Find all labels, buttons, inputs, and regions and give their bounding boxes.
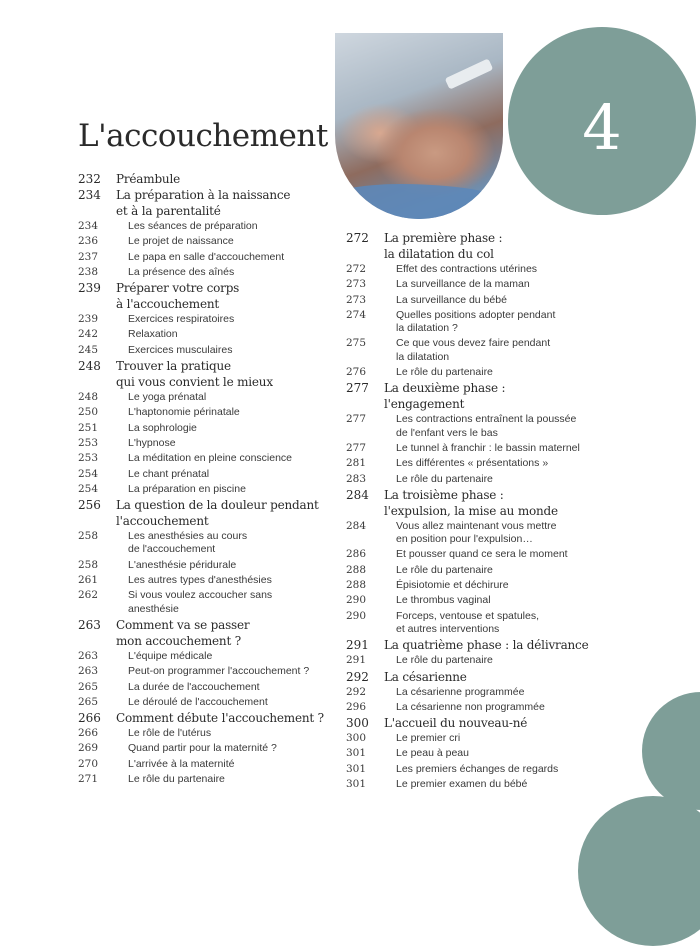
entry-title: Le rôle de l'utérus [128,727,212,740]
entry-page-number: 290 [346,594,367,607]
entry-page-number: 261 [78,574,99,587]
entry-title: Le déroulé de l'accouchement [128,695,268,708]
toc-entry[interactable] [346,441,596,456]
entry-page-number: 266 [78,727,99,740]
entry-title: Le projet de naissance [128,235,234,248]
toc-entry[interactable] [346,456,596,471]
toc-entry[interactable] [346,412,596,441]
toc-entry[interactable] [78,664,338,679]
toc-entry[interactable] [346,746,596,761]
entry-title: L'haptonomie périnatale [128,406,240,419]
toc-entry[interactable] [346,563,596,578]
chapter-number: 4 [582,90,622,164]
toc-entry[interactable] [346,700,596,715]
entry-page-number: 277 [346,413,367,426]
toc-entry[interactable] [78,757,338,772]
toc-section [346,230,596,380]
section-title: La préparation à la naissance et à la parentalité [116,188,291,218]
entry-page-number: 263 [78,665,99,678]
entry-title: Le rôle du partenaire [396,563,493,576]
entry-title: Le rôle du partenaire [396,366,493,379]
hospital-bracelet [445,58,494,89]
toc-section [346,669,596,716]
toc-entry[interactable] [346,731,596,746]
entry-page-number: 284 [346,519,367,532]
entry-page-number: 272 [346,263,367,275]
entry-title: Les autres types d'anesthésies [128,574,272,587]
section-title: La question de la douleur pendant l'accouchement [116,498,319,529]
toc-entry[interactable] [78,726,338,741]
entry-title: La surveillance du bébé [396,293,507,306]
entry-title: Le chant prénatal [128,467,210,480]
entry-title: Le peau à peau [396,747,469,760]
toc-entry[interactable] [78,772,338,787]
toc-entry[interactable] [346,519,596,548]
entry-title: L'équipe médicale [128,649,213,662]
entry-title: Vous allez maintenant vous mettre en position pour l'expulsion… [396,519,557,546]
toc-section-row[interactable] [78,171,338,187]
entry-title: Épisiotomie et déchirure [396,579,509,592]
entry-page-number: 262 [78,589,99,602]
entry-title: La sophrologie [128,421,197,434]
entry-title: La présence des aînés [128,265,235,278]
entry-page-number: 277 [346,441,367,454]
entry-page-number: 234 [78,220,99,232]
toc-entry[interactable] [346,472,596,487]
toc-entry[interactable] [78,741,338,756]
entry-title: Ce que vous devez faire pendant la dilatation [396,337,551,363]
entry-page-number: 283 [346,472,367,485]
toc-entry[interactable] [78,680,338,695]
toc-entry[interactable] [346,336,596,365]
toc-column-left [78,171,338,787]
toc-section-row[interactable] [346,669,596,685]
entry-page-number: 253 [78,452,99,465]
section-page-number: 277 [346,381,369,396]
chapter-title: L'accouchement [78,118,328,154]
toc-entry[interactable] [346,547,596,562]
toc-entry[interactable] [78,451,338,466]
toc-entry[interactable] [78,265,338,280]
toc-entry[interactable] [78,327,338,342]
entry-title: Les contractions entraînent la poussée de l'enfant vers le bas [396,413,577,439]
toc-entry[interactable] [78,529,338,558]
entry-title: Le rôle du partenaire [128,773,225,786]
entry-page-number: 290 [346,609,367,622]
entry-title: Effet des contractions utérines [396,263,538,275]
entry-title: La préparation en piscine [128,482,246,495]
section-title: La première phase : la dilatation du col [384,231,503,261]
toc-entry[interactable] [78,558,338,573]
section-page-number: 300 [346,716,369,731]
section-page-number: 291 [346,638,369,653]
newborn-photo [335,33,503,219]
toc-entry[interactable] [346,365,596,380]
toc-entry[interactable] [78,390,338,405]
toc-section [346,637,596,668]
toc-section-row[interactable] [78,617,338,649]
toc-section-row[interactable] [346,380,596,412]
entry-title: L'anesthésie péridurale [128,558,237,571]
entry-title: Si vous voulez accoucher sans anesthésie [128,589,273,615]
toc-entry[interactable] [346,578,596,593]
toc-entry[interactable] [78,573,338,588]
entry-title: Peut-on programmer l'accouchement ? [128,665,310,678]
entry-page-number: 263 [78,649,99,662]
entry-page-number: 273 [346,278,367,291]
entry-page-number: 248 [78,391,99,404]
toc-section [346,715,596,792]
section-page-number: 292 [346,669,369,684]
toc-entry[interactable] [78,312,338,327]
toc-section [78,497,338,617]
entry-page-number: 292 [346,685,367,698]
toc-entry[interactable] [346,762,596,777]
toc-entry[interactable] [78,405,338,420]
toc-entry[interactable] [78,250,338,265]
entry-title: La durée de l'accouchement [128,680,260,693]
section-title: Trouver la pratique qui vous convient le mieux [116,359,273,390]
entry-page-number: 254 [78,482,99,495]
toc-entry[interactable] [78,421,338,436]
toc-entry[interactable] [78,482,338,497]
section-page-number: 266 [78,711,101,726]
toc-section [78,710,338,787]
toc-entry[interactable] [346,593,596,608]
entry-page-number: 258 [78,558,99,571]
entry-page-number: 242 [78,328,99,341]
entry-title: Le premier examen du bébé [396,778,528,791]
entry-title: L'arrivée à la maternité [128,757,235,770]
section-page-number: 239 [78,281,101,296]
section-title: L'accueil du nouveau-né [384,716,528,731]
entry-page-number: 239 [78,313,99,326]
entry-page-number: 296 [346,700,367,713]
section-title: La césarienne [384,669,467,684]
entry-page-number: 250 [78,406,99,419]
toc-entry[interactable] [78,649,338,664]
section-title: Comment débute l'accouchement ? [116,711,324,726]
entry-page-number: 265 [78,695,99,708]
toc-entry[interactable] [346,653,596,668]
toc-section-row[interactable] [78,280,338,312]
section-title: Préambule [116,172,180,186]
decorative-circle [578,796,700,946]
section-page-number: 263 [78,617,101,632]
entry-page-number: 301 [346,762,367,775]
section-title: Préparer votre corps à l'accouchement [116,281,240,312]
entry-page-number: 301 [346,778,367,791]
entry-title: Les anesthésies au cours de l'accouchement [128,530,248,556]
toc-section-row[interactable] [346,230,596,262]
entry-title: Le rôle du partenaire [396,472,493,485]
toc-section [78,358,338,497]
entry-page-number: 301 [346,747,367,760]
section-page-number: 232 [78,172,101,186]
toc-entry[interactable] [78,436,338,451]
entry-page-number: 281 [346,457,367,470]
entry-page-number: 300 [346,732,367,745]
entry-page-number: 274 [346,308,367,321]
toc-entry[interactable] [346,685,596,700]
section-title: La quatrième phase : la délivrance [384,638,589,653]
toc-section-row[interactable] [346,487,596,519]
toc-section [78,187,338,280]
entry-title: Exercices respiratoires [128,313,235,326]
toc-section [346,487,596,637]
toc-section [78,280,338,358]
entry-title: Le thrombus vaginal [396,594,491,607]
entry-page-number: 271 [78,773,99,786]
entry-page-number: 269 [78,742,99,755]
entry-title: Et pousser quand ce sera le moment [396,548,568,561]
entry-page-number: 238 [78,265,99,278]
entry-title: Les différentes « présentations » [396,457,549,470]
toc-column-right [346,230,596,792]
entry-page-number: 253 [78,436,99,449]
section-title: La troisième phase : l'expulsion, la mise au monde [384,487,558,518]
toc-section-row[interactable] [78,497,338,529]
toc-section-row[interactable] [78,187,338,219]
entry-title: Le premier cri [396,732,461,745]
toc-section-row[interactable] [346,715,596,731]
entry-title: Les premiers échanges de regards [396,762,559,775]
section-page-number: 234 [78,188,101,202]
entry-page-number: 276 [346,366,367,379]
entry-page-number: 265 [78,680,99,693]
blanket [335,184,503,219]
entry-title: Les séances de préparation [128,220,258,232]
section-page-number: 248 [78,359,101,374]
section-page-number: 256 [78,498,101,513]
entry-page-number: 288 [346,579,367,592]
entry-page-number: 236 [78,235,99,248]
entry-page-number: 245 [78,343,99,356]
entry-page-number: 237 [78,250,99,263]
entry-page-number: 254 [78,467,99,480]
toc-entry[interactable] [78,343,338,358]
entry-page-number: 258 [78,530,99,543]
section-title: Comment va se passer mon accouchement ? [116,617,250,648]
entry-title: Le yoga prénatal [128,391,207,404]
section-page-number: 284 [346,487,369,502]
entry-page-number: 251 [78,421,99,434]
entry-title: Le rôle du partenaire [396,654,493,667]
entry-title: La césarienne non programmée [396,700,545,713]
toc-entry[interactable] [78,234,338,249]
toc-section-row[interactable] [78,358,338,390]
entry-page-number: 275 [346,337,367,350]
toc-section [78,617,338,710]
toc-entry[interactable] [346,277,596,292]
toc-entry[interactable] [346,777,596,792]
entry-page-number: 291 [346,654,367,667]
entry-title: La surveillance de la maman [396,278,530,291]
section-title: La deuxième phase : l'engagement [384,381,506,412]
entry-title: Quelles positions adopter pendant la dilatation ? [396,308,556,335]
toc-section-row[interactable] [78,710,338,726]
toc-section-row[interactable] [346,637,596,653]
entry-title: La césarienne programmée [396,685,525,698]
entry-title: Le papa en salle d'accouchement [128,250,285,263]
toc-entry[interactable] [78,467,338,482]
toc-entry[interactable] [346,609,596,638]
entry-title: Quand partir pour la maternité ? [128,742,277,755]
entry-page-number: 288 [346,563,367,576]
entry-title: Exercices musculaires [128,343,233,356]
toc-entry[interactable] [78,219,338,234]
entry-title: La méditation en pleine conscience [128,452,293,465]
toc-entry[interactable] [346,293,596,308]
entry-title: Le tunnel à franchir : le bassin maternel [396,441,580,454]
entry-title: L'hypnose [128,436,176,449]
entry-page-number: 286 [346,548,367,561]
entry-page-number: 273 [346,293,367,306]
toc-entry[interactable] [346,262,596,277]
toc-entry[interactable] [78,695,338,710]
entry-title: Forceps, ventouse et spatules, et autres interventions [396,609,539,635]
section-page-number: 272 [346,231,369,245]
decorative-circle [642,692,700,810]
entry-page-number: 270 [78,757,99,770]
toc-entry[interactable] [78,588,338,617]
entry-title: Relaxation [128,328,178,341]
toc-section [78,171,338,187]
toc-section [346,380,596,486]
toc-entry[interactable] [346,308,596,337]
